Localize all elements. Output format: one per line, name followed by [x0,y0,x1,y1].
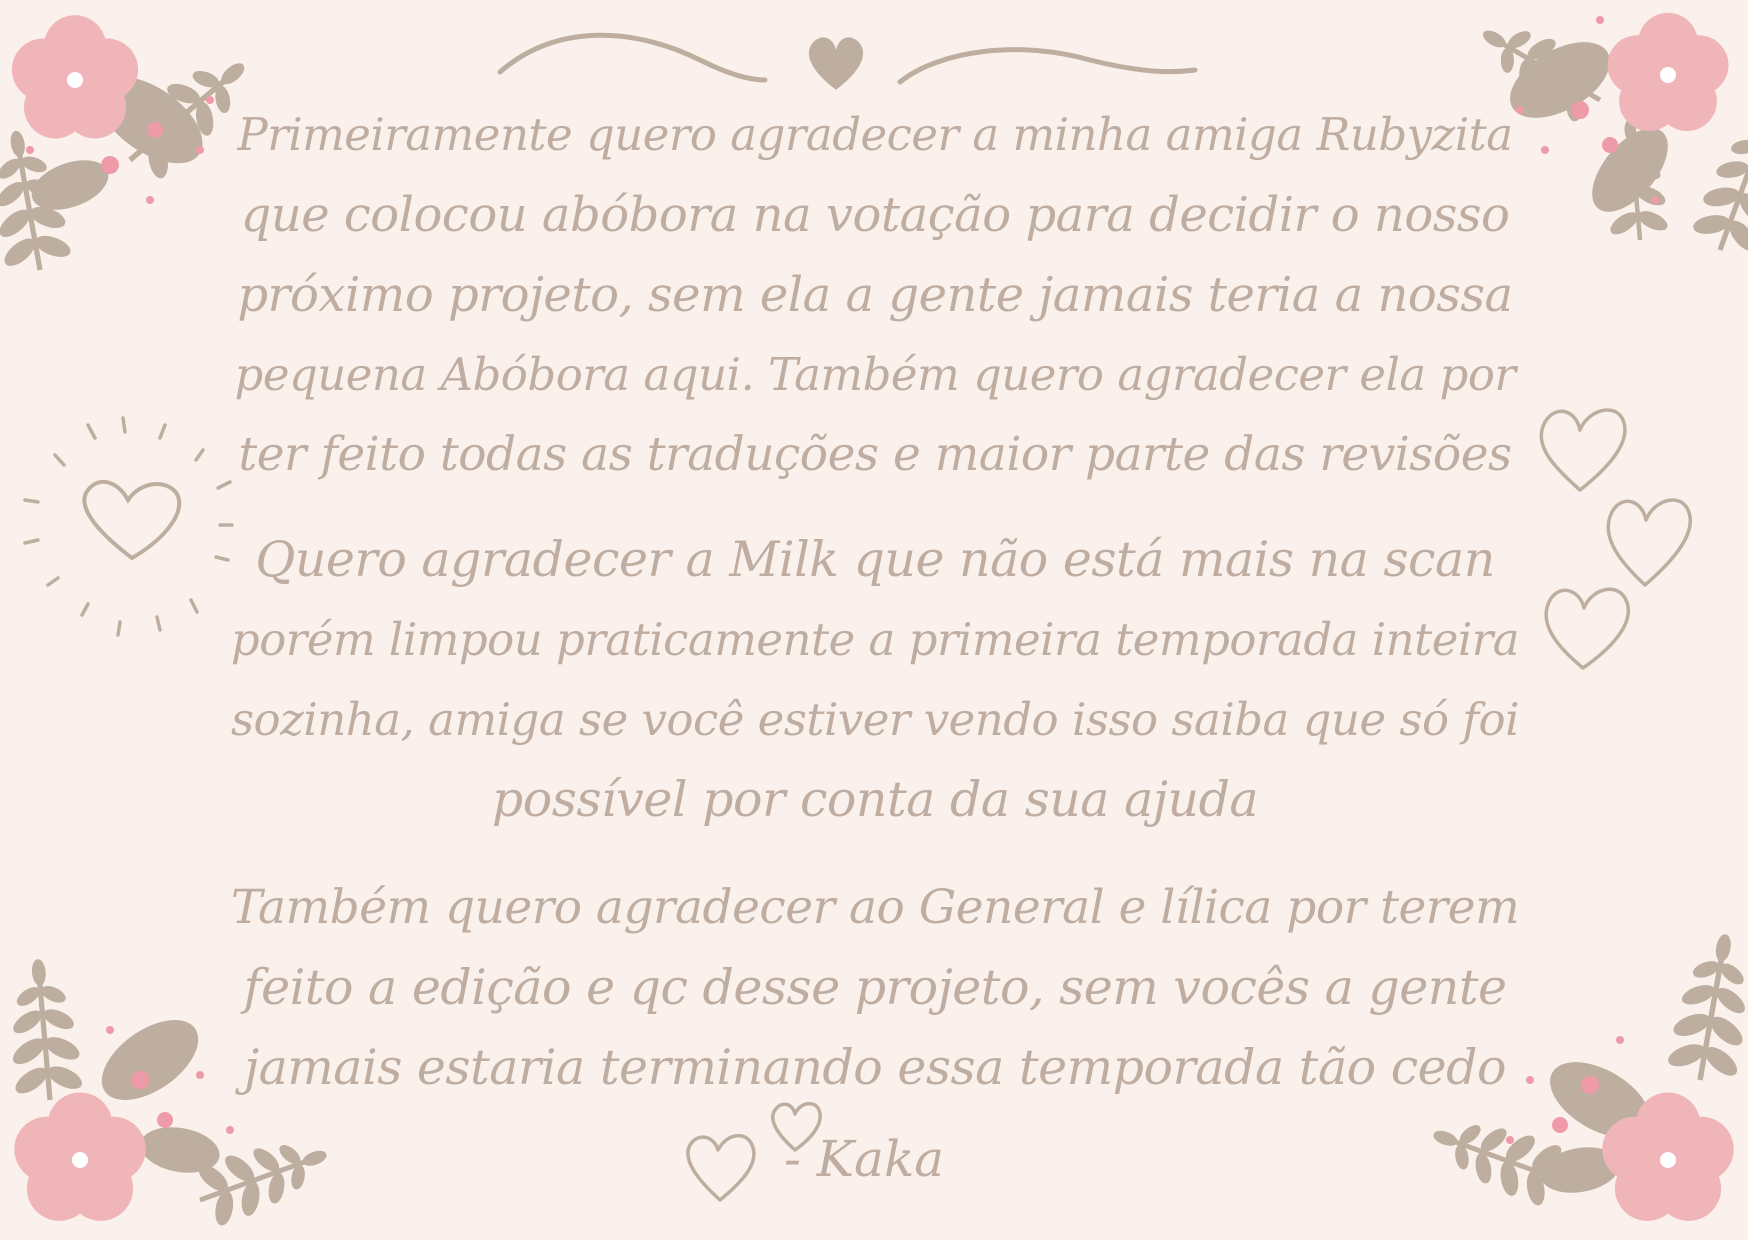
outline-hearts-icon [1541,410,1690,668]
text-line: ter feito todas as traduções e maior parte das revisões [238,427,1512,482]
text-line: que colocou abóbora na votação para decidir o nosso [240,187,1510,243]
text-line: jamais estaria terminando essa temporada tão cedo [243,1039,1507,1096]
text-line: sozinha, amiga se você estiver vendo isso saiba que só foi [230,693,1520,746]
paragraph-thanks-general-lilica [230,868,1520,1108]
heart-flourish-icon [500,35,1195,90]
text-line: Quero agradecer a Milk que não está mais na scan [255,531,1495,588]
text-line: feito a edição e qc desse projeto, sem vocês a gente [243,959,1507,1016]
text-line: Primeiramente quero agradecer a minha amiga Rubyzita [237,108,1513,161]
radiating-heart-icon [25,418,232,635]
paragraph-thanks-rubyzita [230,95,1520,495]
signature: - Kaka [784,1130,945,1188]
text-line: porém limpou praticamente a primeira temporada inteira [230,613,1520,666]
text-line: possível por conta da sua ajuda [491,771,1259,828]
paragraph-thanks-milk [230,520,1520,840]
floral-corner-icon [0,15,267,276]
text-line: Também quero agradecer ao General e lílica por terem [230,880,1520,935]
text-line: pequena Abóbora aqui. Também quero agradecer ela por [234,348,1516,401]
text-line: próximo projeto, sem ela a gente jamais teria a nossa [237,267,1513,323]
